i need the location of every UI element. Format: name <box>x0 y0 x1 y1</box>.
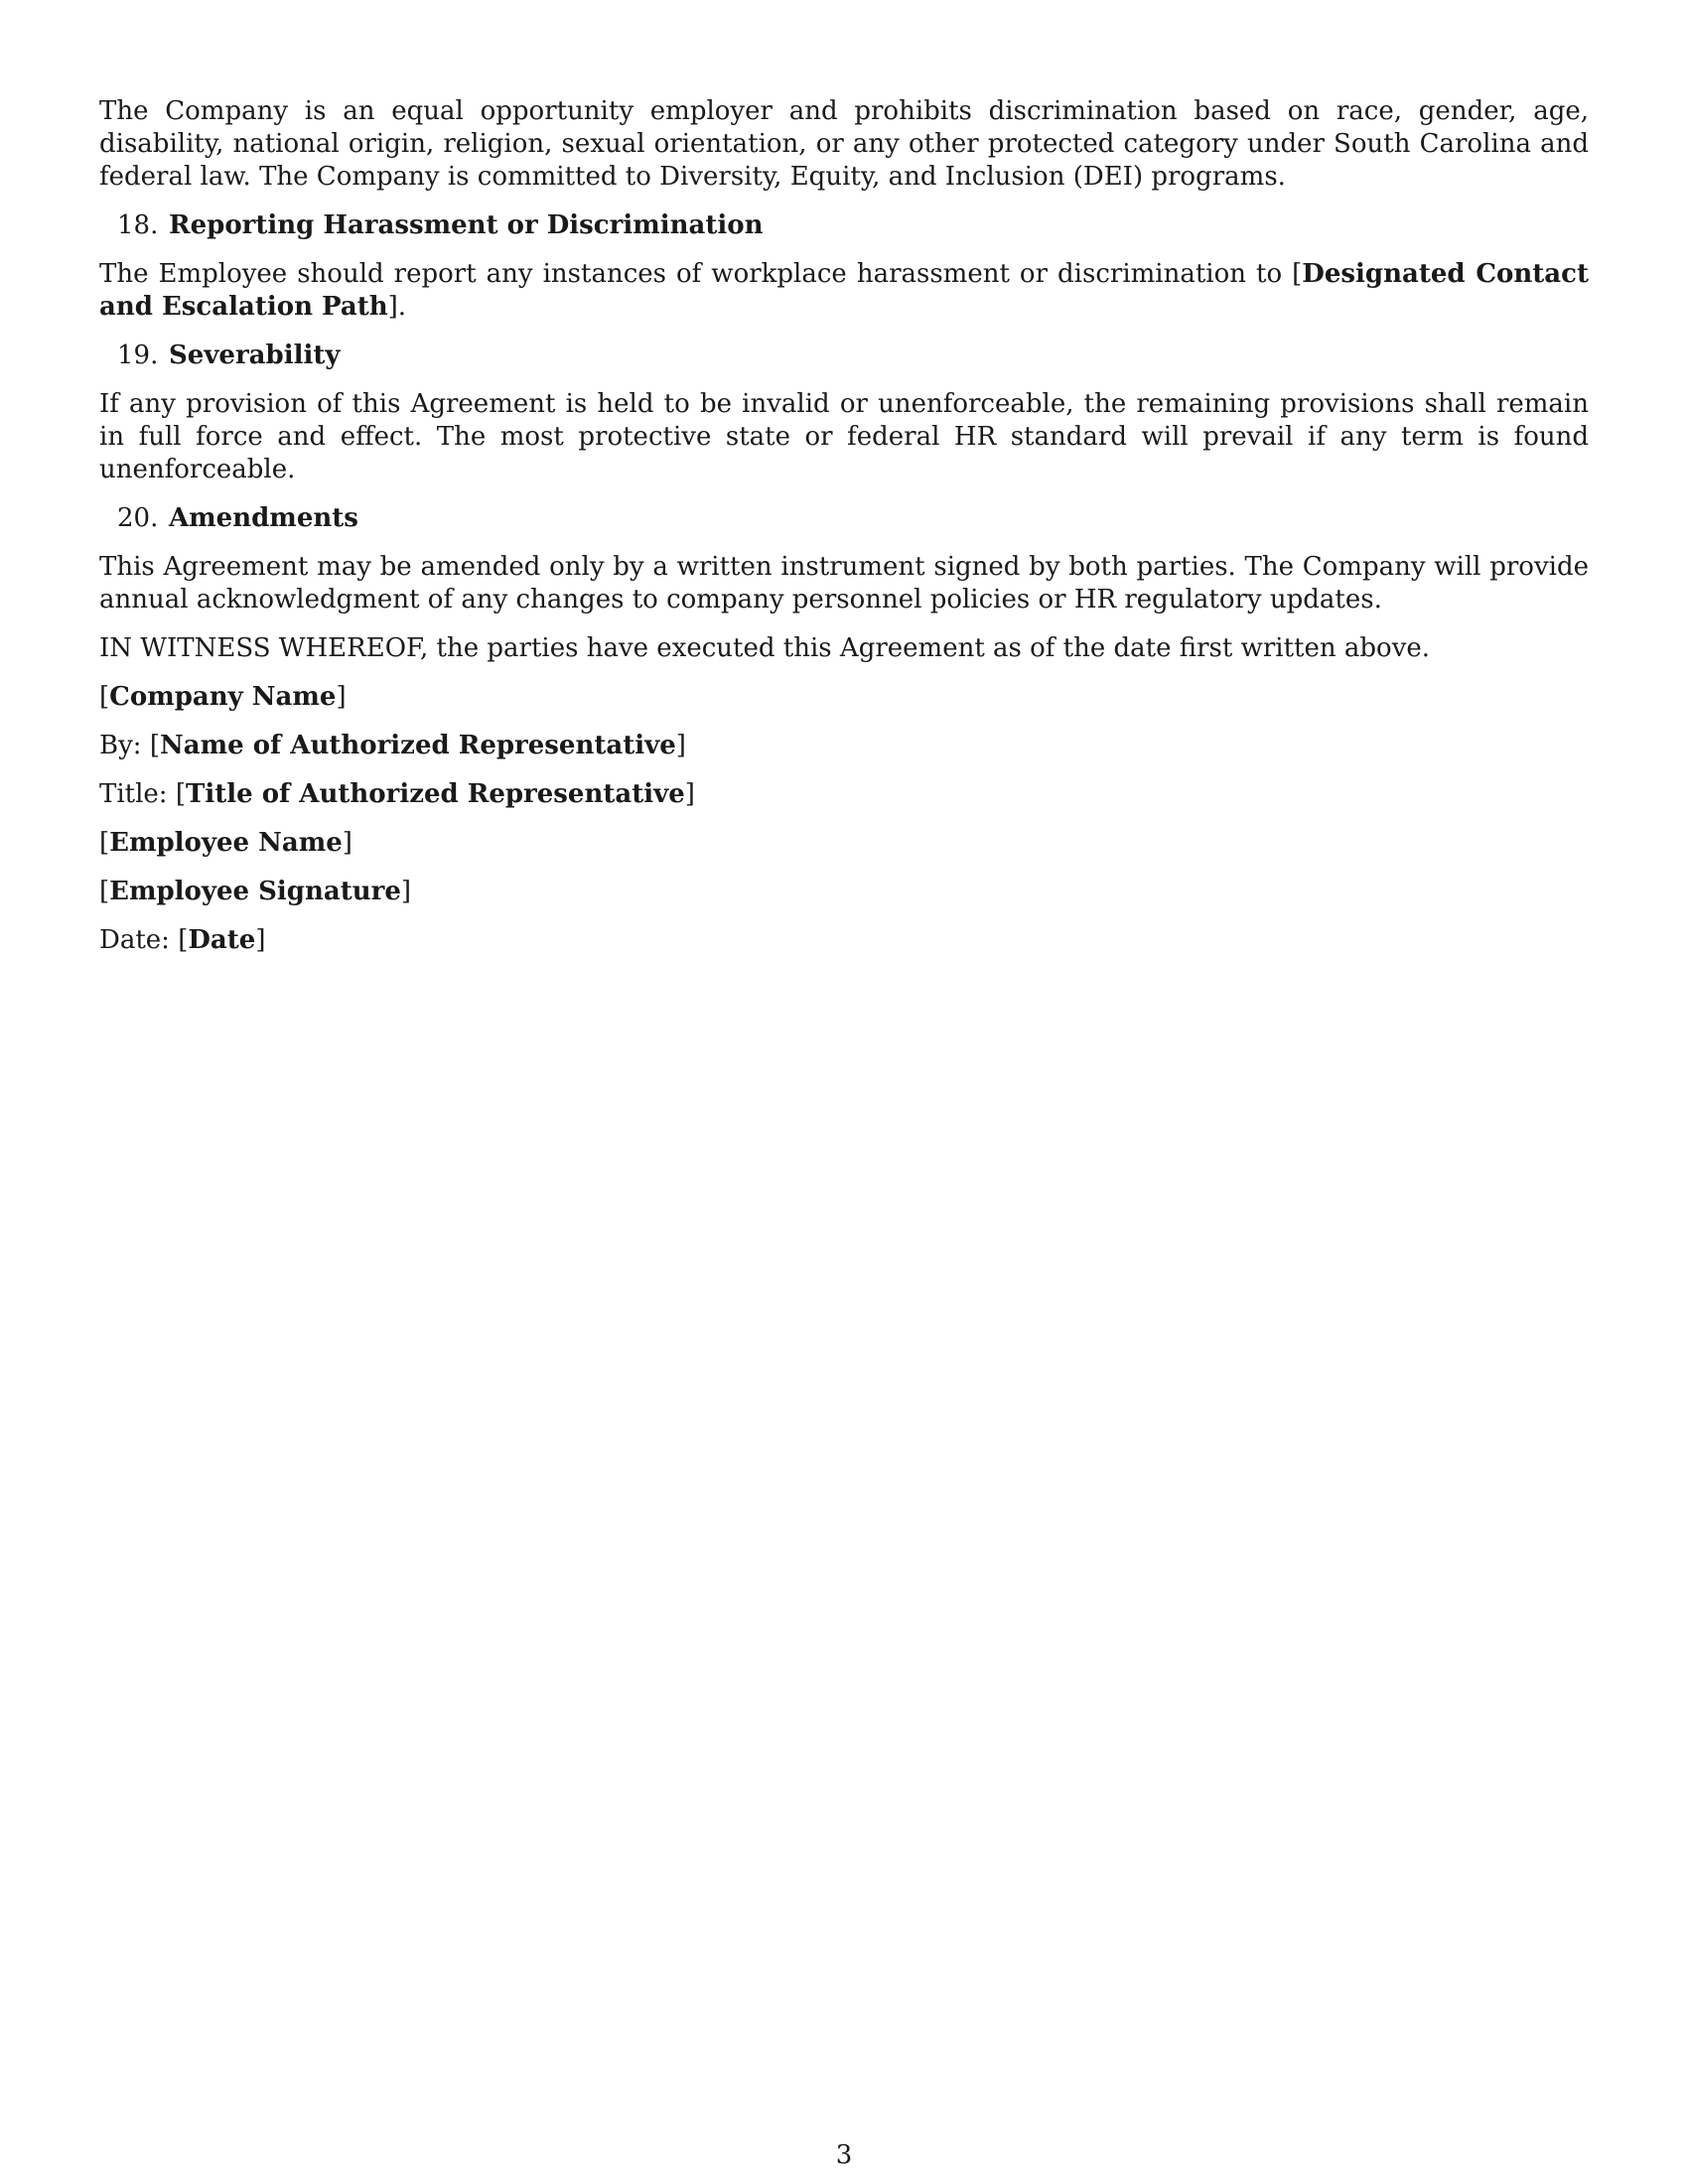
employee-signature-placeholder: Employee Signature <box>109 877 401 906</box>
section-19-body: If any provision of this Agreement is held to be invalid or unenforceable, the remaining provisions shall remain in full force and effect. The most protective state or federal HR standard will prevail if any term is found unenforceable. <box>99 389 1589 484</box>
date-label: Date: <box>99 925 170 955</box>
eeo-paragraph: The Company is an equal opportunity employer and prohibits discrimination based on race, gender, age, disability, national origin, religion, sexual orientation, or any other protected category under South Carolina and federal law. The Company is committed to Diversity, Equity, and Inclusion (DEI) programs. <box>99 96 1589 192</box>
document-page <box>99 95 1589 973</box>
title-line: Title: [Title of Authorized Representative] <box>99 779 695 809</box>
section-number: 20. <box>117 503 159 533</box>
date-line: Date: [Date] <box>99 925 266 955</box>
employee-name-placeholder: Employee Name <box>109 828 343 858</box>
section-title: Reporting Harassment or Discrimination <box>169 210 764 240</box>
section-19-heading <box>117 340 1589 372</box>
page-number: 3 <box>835 2140 853 2170</box>
witness-statement: IN WITNESS WHEREOF, the parties have executed this Agreement as of the date first written above. <box>99 633 1431 663</box>
company-name-line: [Company Name] <box>99 682 347 712</box>
section-18-heading <box>117 209 1589 242</box>
section-title: Amendments <box>169 503 358 533</box>
title-label: Title: <box>99 779 168 809</box>
section-18-body <box>99 258 1589 324</box>
employee-name-line: [Employee Name] <box>99 828 352 858</box>
section-18-text-before: The Employee should report any instances of workplace harassment or discrimination to [ <box>99 259 1303 289</box>
section-18-text-after: ]. <box>387 292 407 322</box>
by-label: By: <box>99 731 142 760</box>
section-number: 19. <box>117 341 159 370</box>
company-name-placeholder: Company Name <box>109 682 337 712</box>
representative-title-placeholder: Title of Authorized Representative <box>186 779 685 809</box>
section-20-body: This Agreement may be amended only by a written instrument signed by both parties. The Company will provide annual acknowledgment of any changes to company personnel policies or HR regulatory updates. <box>99 552 1589 614</box>
representative-name-placeholder: Name of Authorized Representative <box>159 731 676 760</box>
by-line: By: [Name of Authorized Representative] <box>99 731 686 760</box>
date-placeholder: Date <box>188 925 256 955</box>
section-20-heading <box>117 502 1589 535</box>
designated-contact-placeholder: Designated Contact and Escalation Path <box>99 259 1589 322</box>
section-title: Severability <box>169 341 341 370</box>
section-number: 18. <box>117 210 159 240</box>
employee-signature-line: [Employee Signature] <box>99 877 412 906</box>
